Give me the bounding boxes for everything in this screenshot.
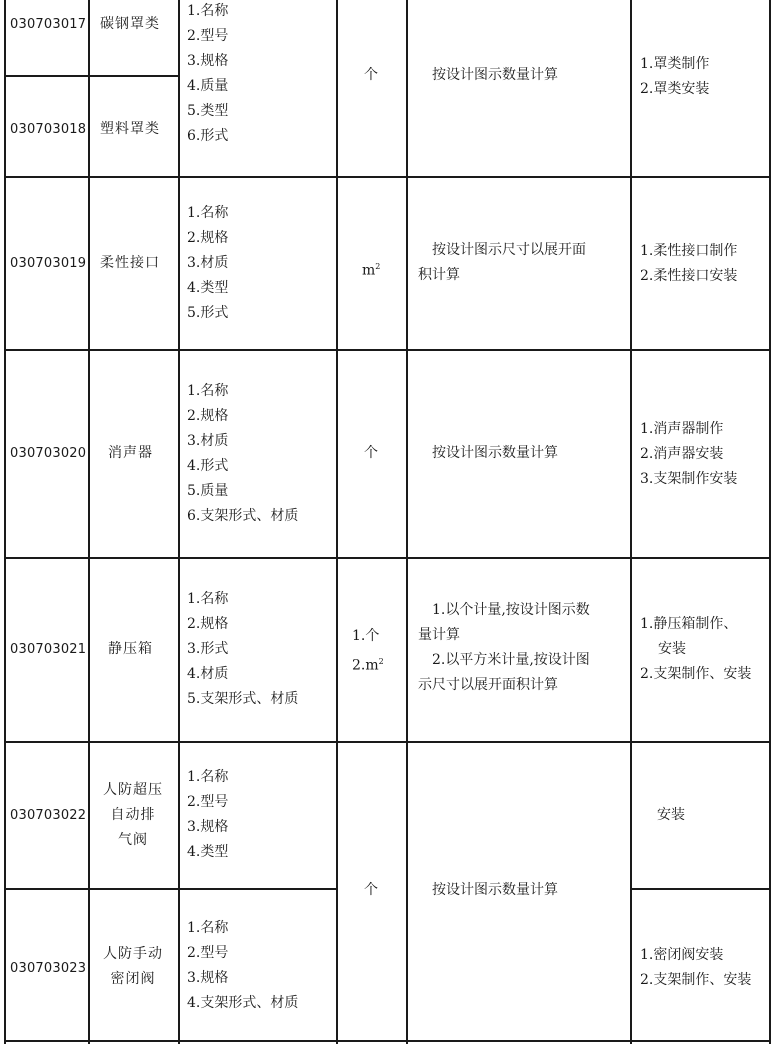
item-features: 1.名称 2.型号 3.规格 4.质量 5.类型 6.形式 [187, 3, 229, 144]
work-content: 1.密闭阀安装 2.支架制作、安装 [640, 947, 752, 988]
item-code: 030703018 [10, 122, 87, 137]
work-content: 1.静压箱制作、 安装 2.支架制作、安装 [640, 616, 752, 682]
row-divider [4, 176, 771, 178]
calculation-rule: 按设计图示数量计算 [432, 67, 558, 83]
item-features: 1.名称 2.规格 3.形式 4.材质 5.支架形式、材质 [187, 591, 299, 707]
item-code: 030703022 [10, 808, 87, 823]
item-features: 1.名称 2.型号 3.规格 4.支架形式、材质 [187, 920, 299, 1011]
item-name: 柔性接口 [100, 255, 160, 271]
calculation-rule: 按设计图示数量计算 [432, 882, 558, 898]
row-divider [4, 888, 338, 890]
item-code: 030703021 [10, 642, 87, 657]
row-divider [4, 557, 771, 559]
row-divider [4, 75, 180, 77]
work-content: 1.柔性接口制作 2.柔性接口安装 [640, 243, 738, 284]
item-name: 人防超压 自动排 气阀 [103, 782, 163, 848]
item-name: 消声器 [108, 445, 153, 461]
item-features: 1.名称 2.规格 3.材质 4.类型 5.形式 [187, 205, 229, 321]
item-code: 030703023 [10, 961, 87, 976]
unit: 1.个 $2.m^2$ [352, 628, 384, 674]
item-code: 030703019 [10, 256, 87, 271]
item-code: 030703020 [10, 446, 87, 461]
unit: 个 [364, 882, 378, 898]
row-divider [630, 888, 771, 890]
table-border-bottom [4, 1040, 771, 1042]
work-content: 1.消声器制作 2.消声器安装 3.支架制作安装 [640, 421, 738, 487]
row-divider [4, 349, 771, 351]
unit: 个 [364, 445, 378, 461]
item-features: 1.名称 2.型号 3.规格 4.类型 [187, 769, 229, 860]
row-divider [4, 741, 771, 743]
item-code: 030703017 [10, 17, 87, 32]
calculation-rule: 1.以个计量,按设计图示数 量计算 2.以平方米计量,按设计图 示尺寸以展开面积计算 [418, 602, 590, 693]
item-name: 人防手动 密闭阀 [103, 946, 163, 987]
item-name: 塑料罩类 [100, 121, 160, 137]
column-divider [406, 0, 408, 1044]
calculation-rule: 按设计图示数量计算 [432, 445, 558, 461]
calculation-rule: 按设计图示尺寸以展开面 积计算 [418, 242, 586, 283]
item-name: 静压箱 [108, 641, 153, 657]
unit: $m^2$ [362, 262, 381, 279]
work-content: 安装 [657, 807, 685, 823]
unit: 个 [364, 67, 378, 83]
work-content: 1.罩类制作 2.罩类安装 [640, 56, 710, 97]
item-features: 1.名称 2.规格 3.材质 4.形式 5.质量 6.支架形式、材质 [187, 383, 299, 524]
item-name: 碳钢罩类 [100, 16, 160, 32]
